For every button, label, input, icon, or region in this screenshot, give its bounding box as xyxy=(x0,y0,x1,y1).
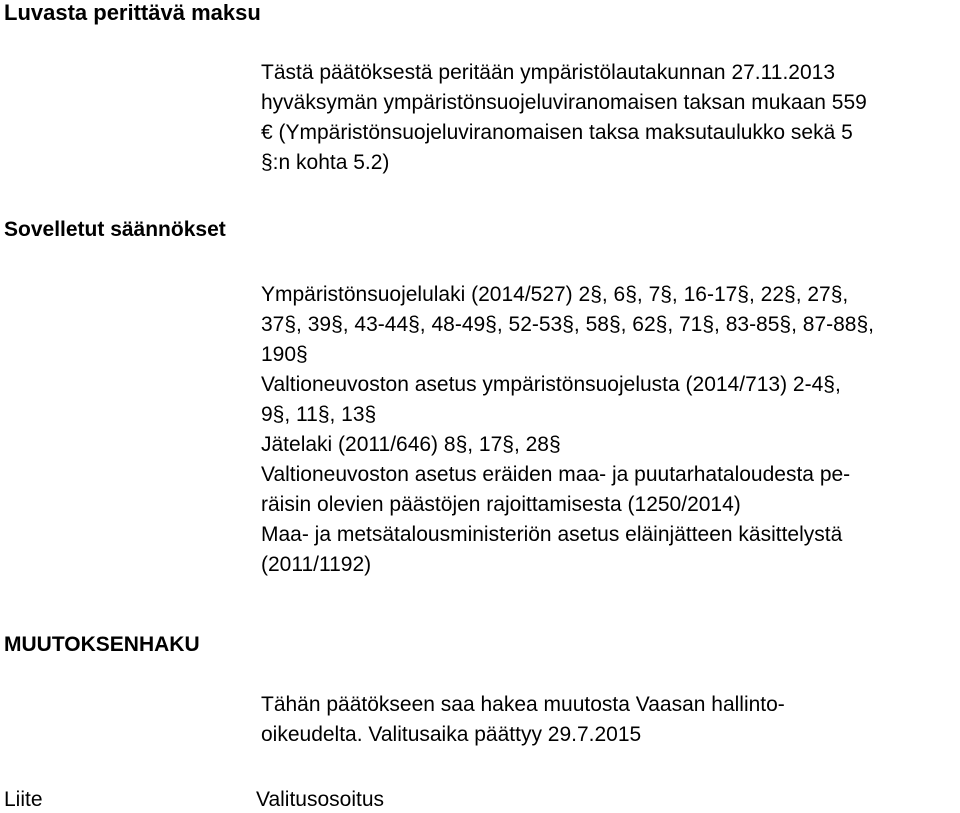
attachment-label: Liite xyxy=(4,788,43,811)
text-line: Jätelaki (2011/646) 8§, 17§, 28§ xyxy=(261,433,561,456)
text-line: 37§, 39§, 43-44§, 48-49§, 52-53§, 58§, 62§, 71§, 83-85§, 87-88§, xyxy=(261,313,874,336)
text-line: räisin olevien päästöjen rajoittamisesta (1250/2014) xyxy=(261,493,741,516)
fee-text xyxy=(261,58,951,178)
attachment-value: Valitusosoitus xyxy=(256,788,385,811)
text-line: (2011/1192) xyxy=(261,553,372,576)
regulations-text xyxy=(261,280,951,580)
appeal-text xyxy=(261,690,951,750)
text-line: € (Ympäristönsuojeluviranomaisen taksa maksutaulukko sekä 5 xyxy=(261,121,853,144)
text-line: Valtioneuvoston asetus ympäristönsuojelusta (2014/713) 2-4§, xyxy=(261,373,841,396)
text-line: oikeudelta. Valitusaika päättyy 29.7.2015 xyxy=(261,723,642,746)
text-line: Valtioneuvoston asetus eräiden maa- ja puutarhataloudesta pe- xyxy=(261,463,851,486)
text-line: Maa- ja metsätalousministeriön asetus eläinjätteen käsittelystä xyxy=(261,523,843,546)
heading-regulations: Sovelletut säännökset xyxy=(4,218,226,241)
heading-fee: Luvasta perittävä maksu xyxy=(4,0,261,25)
text-line: Tästä päätöksestä peritään ympäristölautakunnan 27.11.2013 xyxy=(261,61,835,84)
text-line: §:n kohta 5.2) xyxy=(261,151,390,174)
text-line: 190§ xyxy=(261,343,308,366)
heading-appeal: MUUTOKSENHAKU xyxy=(4,633,200,656)
text-line: Ympäristönsuojelulaki (2014/527) 2§, 6§, 7§, 16-17§, 22§, 27§, xyxy=(261,283,849,306)
text-line: hyväksymän ympäristönsuojeluviranomaisen taksan mukaan 559 xyxy=(261,91,867,114)
text-line: 9§, 11§, 13§ xyxy=(261,403,377,426)
text-line: Tähän päätökseen saa hakea muutosta Vaasan hallinto- xyxy=(261,693,785,716)
